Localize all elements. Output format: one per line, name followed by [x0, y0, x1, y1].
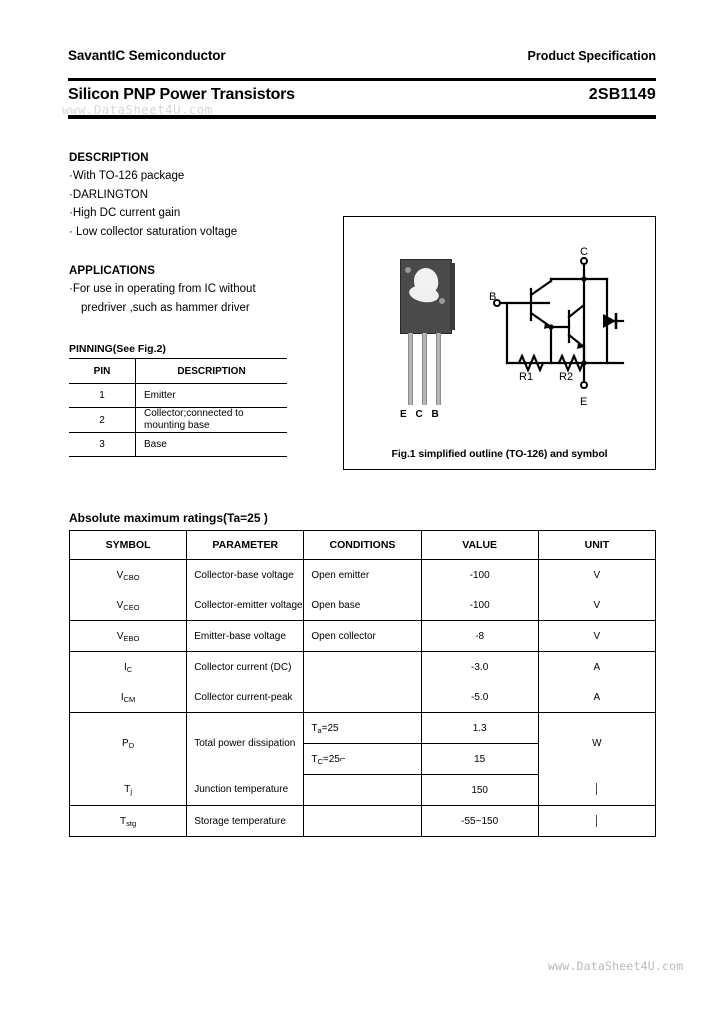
pin-number: 3: [69, 433, 136, 457]
applications-section: [69, 265, 359, 317]
package-mark-right: [439, 298, 445, 304]
rating-parameter: Collector current-peak: [187, 682, 304, 713]
description-item: ·DARLINGTON: [69, 188, 149, 201]
table-row: [70, 713, 656, 744]
figure-box: [343, 216, 656, 470]
pinning-col-pin: PIN: [93, 365, 111, 377]
ratings-col-value: VALUE: [421, 531, 538, 560]
pin-number: 1: [69, 384, 136, 408]
rating-unit: V: [538, 621, 655, 652]
rating-unit: A: [538, 652, 655, 683]
rating-conditions: [304, 682, 421, 713]
rating-parameter: Total power dissipation: [187, 713, 304, 775]
company-name: SavantIC Semiconductor: [68, 48, 226, 63]
rating-parameter: Collector-emitter voltage: [187, 590, 304, 621]
rating-parameter: Storage temperature: [187, 806, 304, 837]
darlington-schematic: [489, 245, 639, 410]
watermark-title: www.DataSheet4U.com: [62, 102, 213, 117]
table-row: [70, 652, 656, 683]
description-heading: DESCRIPTION: [69, 152, 149, 164]
rating-symbol: $P_D$: [70, 713, 187, 775]
schematic-label-c: C: [580, 246, 588, 258]
to126-package-image: [382, 259, 474, 424]
package-lead-base: [436, 333, 441, 405]
description-section: [69, 152, 359, 241]
table-row: [69, 433, 287, 457]
rating-value: 1.3: [421, 713, 538, 744]
table-row: [69, 384, 287, 408]
absolute-maximum-ratings-table: [69, 530, 656, 837]
rating-value: -55~150: [421, 806, 538, 837]
rating-value: 15: [421, 744, 538, 775]
schematic-label-r1: R1: [519, 371, 534, 383]
pin-description: Collector;connected to mounting base: [136, 408, 288, 433]
rating-conditions: Open emitter: [304, 560, 421, 591]
part-number: 2SB1149: [588, 86, 656, 103]
rating-symbol: $I_C$: [70, 652, 187, 683]
table-row: [69, 408, 287, 433]
package-lead-collector: [422, 333, 427, 405]
table-header-row: [70, 531, 656, 560]
pin-description: Base: [136, 433, 288, 457]
table-row: [70, 775, 656, 806]
table-header-row: [69, 359, 287, 384]
table-row: [70, 590, 656, 621]
rating-value: -3.0: [421, 652, 538, 683]
description-item: · Low collector saturation voltage: [69, 225, 238, 238]
applications-line: ·For use in operating from IC without: [69, 283, 256, 295]
rating-unit: V: [538, 590, 655, 621]
ratings-col-conditions: CONDITIONS: [304, 531, 421, 560]
table-row: [70, 621, 656, 652]
rating-conditions: [304, 775, 421, 806]
pinning-table: [69, 358, 287, 457]
pinning-section: [69, 343, 287, 457]
rating-value: -5.0: [421, 682, 538, 713]
schematic-label-b: B: [489, 291, 497, 303]
schematic-svg: [489, 245, 639, 410]
rating-value: -100: [421, 560, 538, 591]
table-row: [70, 806, 656, 837]
rating-unit: │: [538, 775, 655, 806]
package-lead-emitter: [408, 333, 413, 405]
ratings-col-symbol: SYMBOL: [70, 531, 187, 560]
rating-parameter: Collector current (DC): [187, 652, 304, 683]
table-row: [70, 560, 656, 591]
package-body: [400, 259, 452, 334]
rating-symbol: $V_{CBO}$: [70, 560, 187, 591]
schematic-label-e: E: [580, 396, 588, 408]
applications-line: predriver ,such as hammer driver: [81, 301, 250, 314]
schematic-label-r2: R2: [559, 371, 574, 383]
table-row: [70, 682, 656, 713]
pin-description: Emitter: [136, 384, 288, 408]
rating-value: -100: [421, 590, 538, 621]
watermark-footer: www.DataSheet4U.com: [548, 959, 684, 973]
rating-symbol: $T_j$: [70, 775, 187, 806]
package-mark-left: [405, 267, 411, 273]
rating-conditions: Open base: [304, 590, 421, 621]
rating-symbol: $T_{stg}$: [70, 806, 187, 837]
description-item: ·With TO-126 package: [69, 170, 185, 182]
rating-symbol: $I_{CM}$: [70, 682, 187, 713]
rating-value: 150: [421, 775, 538, 806]
package-pin-labels: E C B: [400, 409, 442, 420]
rating-symbol: $V_{CEO}$: [70, 590, 187, 621]
rating-conditions: [304, 652, 421, 683]
page-header: [68, 48, 656, 63]
rating-symbol: $V_{EBO}$: [70, 621, 187, 652]
ratings-col-unit: UNIT: [538, 531, 655, 560]
rating-parameter: Collector-base voltage: [187, 560, 304, 591]
rating-unit: W: [538, 713, 655, 775]
rating-conditions: Open collector: [304, 621, 421, 652]
rating-conditions: [304, 806, 421, 837]
rating-value: -8: [421, 621, 538, 652]
description-item: ·High DC current gain: [69, 207, 181, 219]
applications-heading: APPLICATIONS: [69, 265, 155, 277]
rating-unit: │: [538, 806, 655, 837]
rating-conditions: $T_a=25$: [304, 713, 421, 744]
rating-parameter: Junction temperature: [187, 775, 304, 806]
rating-unit: A: [538, 682, 655, 713]
rating-unit: V: [538, 560, 655, 591]
document-type: Product Specification: [527, 49, 656, 63]
ratings-caption: Absolute maximum ratings(Ta=25 ): [69, 511, 268, 525]
rating-conditions: $T_C=25⌐$: [304, 744, 421, 775]
ratings-col-parameter: PARAMETER: [187, 531, 304, 560]
pin-number: 2: [69, 408, 136, 433]
figure-caption: Fig.1 simplified outline (TO-126) and symbol: [391, 448, 608, 460]
pinning-col-description: DESCRIPTION: [136, 359, 288, 384]
rating-parameter: Emitter-base voltage: [187, 621, 304, 652]
pinning-caption: PINNING(See Fig.2): [69, 343, 166, 355]
page-title: Silicon PNP Power Transistors: [68, 86, 295, 103]
header-rule-top: [68, 78, 656, 81]
